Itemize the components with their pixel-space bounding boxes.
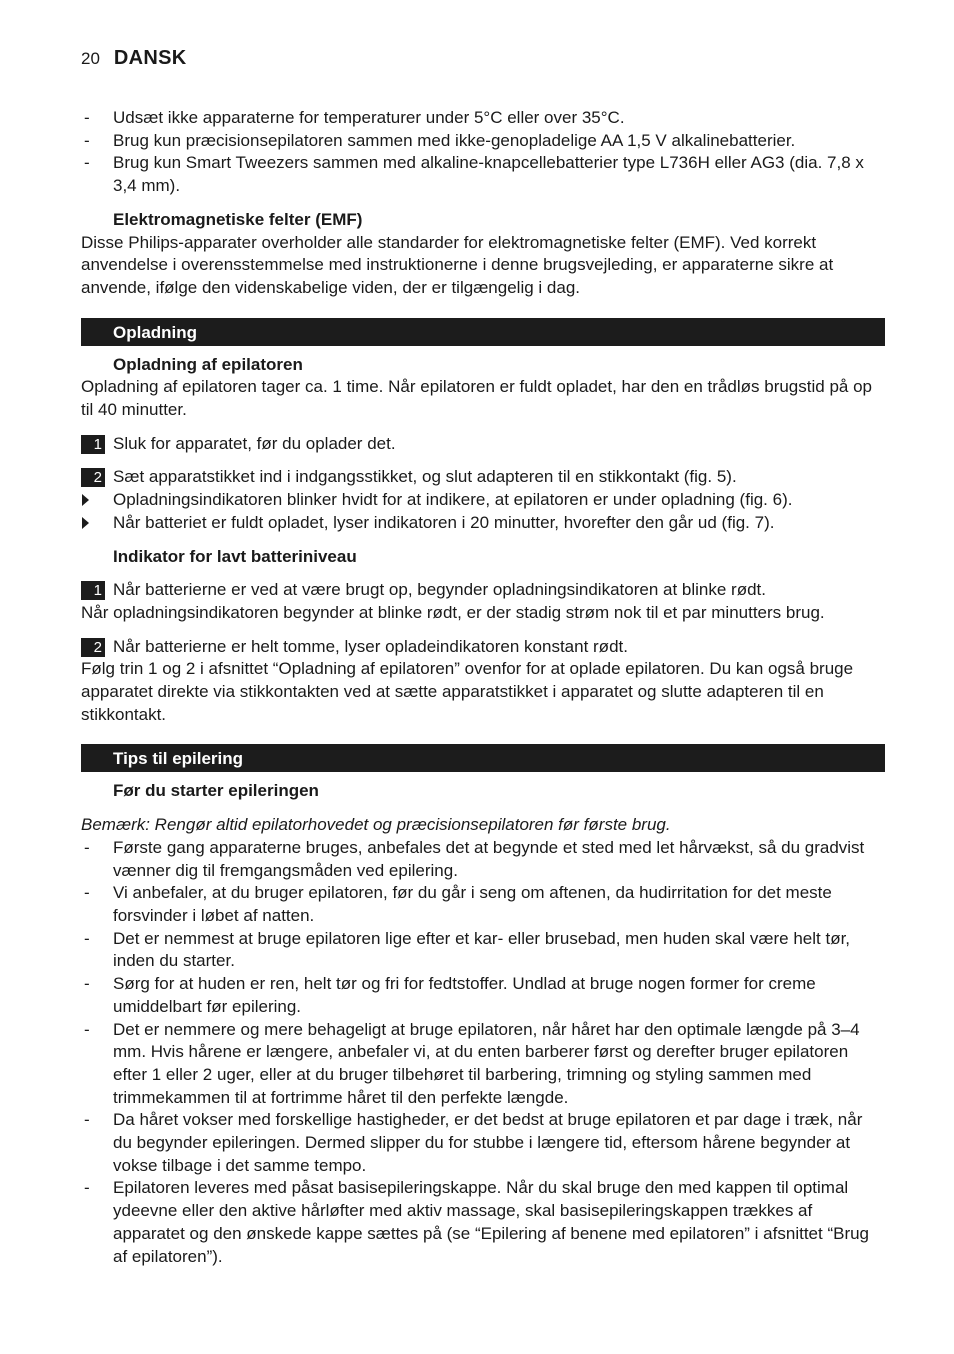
section-bar-tips: Tips til epilering bbox=[81, 744, 885, 772]
step-item bbox=[81, 466, 885, 489]
list-item: - Det er nemmest at bruge epilatoren lige efter et kar- eller brusebad, men huden skal være helt tør, inden du starter. bbox=[81, 928, 885, 973]
list-item: - Første gang apparaterne bruges, anbefales det at begynde et sted med let hårvækst, så du gradvist vænner dig til fremgangsmåden ved epilering. bbox=[81, 837, 885, 882]
list-item: - Det er nemmere og mere behageligt at bruge epilatoren, når håret har den optimale længde på 3–4 mm. Hvis hårene er længere, anbefaler vi, at du enten barberer først og derefter bruger epilatoren efter 1 eller 2 uger, eller at du bruger tilbehøret til barbering, trimning og styling sammen med trimmekammen til at fortrimme håret til den perfekte længde. bbox=[81, 1019, 885, 1110]
step-text: Når batterierne er helt tomme, lyser opladeindikatoren konstant rødt. bbox=[113, 636, 628, 656]
step-number: 2 bbox=[81, 468, 105, 487]
low-battery-text-2: Følg trin 1 og 2 i afsnittet “Opladning af epilatoren” ovenfor for at oplade epilatoren. Du kan også bruge apparatet direkte via stikkontakten ved at sætte apparatstikket i apparatet og slutte adapteren til en stikkontakt. bbox=[81, 659, 854, 724]
list-item: - Brug kun præcisionsepilatoren sammen med ikke-genopladelige AA 1,5 V alkalinebatterier. bbox=[81, 130, 885, 153]
page-content bbox=[81, 107, 885, 1268]
list-item: - Da håret vokser med forskellige hastigheder, er det bedst at bruge epilatoren et par dage i træk, når du begynder epileringen. Dermed slipper du for stubbe i længere tid, eftersom hårene begynder at vokse tilbage i det samme tempo. bbox=[81, 1109, 885, 1177]
charging-text: Opladning af epilatoren tager ca. 1 time. Når epilatoren er fuldt opladet, har den en trådløs brugstid på op til 40 minutter. bbox=[81, 377, 872, 420]
tips-subheading: Før du starter epileringen bbox=[113, 781, 319, 801]
charging-subheading: Opladning af epilatoren bbox=[113, 354, 303, 374]
result-text: Når batteriet er fuldt opladet, lyser indikatoren i 20 minutter, hvorefter den går ud (fig. 7). bbox=[113, 512, 775, 532]
tips-list bbox=[81, 837, 885, 1268]
result-item bbox=[81, 489, 885, 512]
result-item bbox=[81, 512, 885, 535]
step-number: 2 bbox=[81, 638, 105, 657]
intro-list bbox=[81, 107, 885, 198]
result-text: Opladningsindikatoren blinker hvidt for at indikere, at epilatoren er under opladning (fig. 6). bbox=[113, 490, 793, 510]
step-text: Sluk for apparatet, før du oplader det. bbox=[113, 433, 396, 453]
emf-text: Disse Philips-apparater overholder alle standarder for elektromagnetiske felter (EMF). Ved korrekt anvendelse i overensstemmelse med instruktionerne i denne brugsvejleding, er apparaterne sikre at anvende, ifølge den videnskabelige viden, der er tilgængelig i dag. bbox=[81, 232, 834, 297]
step-item bbox=[81, 433, 885, 456]
triangle-bullet-icon bbox=[82, 517, 89, 529]
low-battery-text-1: Når opladningsindikatoren begynder at blinke rødt, er der stadig strøm nok til et par minutters brug. bbox=[81, 602, 825, 622]
step-number: 1 bbox=[81, 581, 105, 600]
section-bar-charging: Opladning bbox=[81, 318, 885, 346]
tips-note: Bemærk: Rengør altid epilatorhovedet og præcisionsepilatoren før første brug. bbox=[81, 815, 671, 835]
triangle-bullet-icon bbox=[82, 494, 89, 506]
page-number: 20 bbox=[81, 49, 100, 68]
list-item: - Vi anbefaler, at du bruger epilatoren, før du går i seng om aftenen, da hudirritation for det meste forsvinder i løbet af natten. bbox=[81, 882, 885, 927]
step-item bbox=[81, 579, 885, 602]
step-item bbox=[81, 636, 885, 659]
list-item: - Sørg for at huden er ren, helt tør og fri for fedtstoffer. Undlad at bruge nogen former for creme umiddelbart før epilering. bbox=[81, 973, 885, 1018]
step-number: 1 bbox=[81, 435, 105, 454]
list-item: - Udsæt ikke apparaterne for temperaturer under 5°C eller over 35°C. bbox=[81, 107, 885, 130]
emf-heading: Elektromagnetiske felter (EMF) bbox=[113, 209, 363, 229]
low-battery-subheading: Indikator for lavt batteriniveau bbox=[113, 546, 357, 566]
list-item: - Brug kun Smart Tweezers sammen med alkaline-knapcellebatterier type L736H eller AG3 (dia. 7,8 x 3,4 mm). bbox=[81, 152, 885, 197]
step-text: Sæt apparatstikket ind i indgangsstikket, og slut adapteren til en stikkontakt (fig. 5). bbox=[113, 467, 737, 487]
step-text: Når batterierne er ved at være brugt op, begynder opladningsindikatoren at blinke rødt. bbox=[113, 580, 766, 600]
language-label: DANSK bbox=[113, 47, 187, 69]
list-item: - Epilatoren leveres med påsat basisepileringskappe. Når du skal bruge den med kappen til optimal ydeevne eller den aktive hårløfter med aktiv massage, skal basisepileringskappen trækkes af apparatet og den ønskede kappe sættes på (se “Epilering af benene med epilatoren” i afsnittet “Brug af epilatoren”). bbox=[81, 1177, 885, 1268]
page-header bbox=[81, 47, 187, 73]
